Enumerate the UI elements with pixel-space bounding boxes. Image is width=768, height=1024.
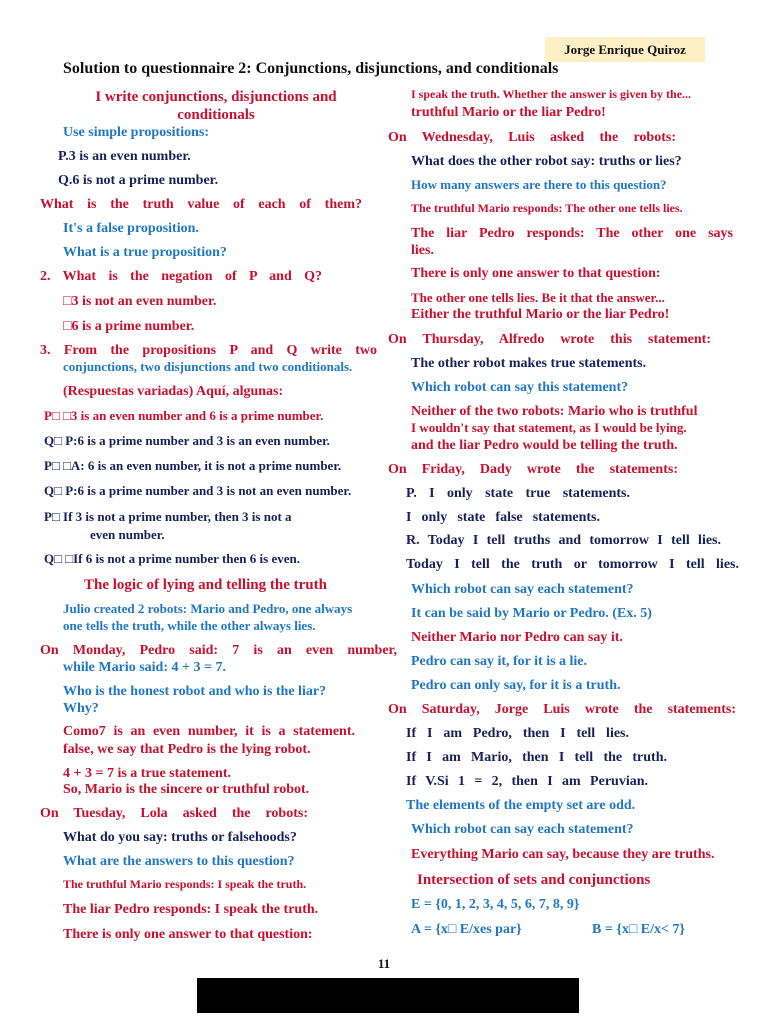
text-line: On Friday, Dady wrote the statements: — [388, 462, 678, 477]
answer-line: Q□ □If 6 is not a prime number then 6 is even. — [44, 551, 300, 566]
text-line: What do you say: truths or falsehoods? — [63, 830, 297, 845]
answer-line: Neither Mario nor Pedro can say it. — [411, 630, 623, 645]
text-line: On Thursday, Alfredo wrote this statement: — [388, 332, 711, 347]
answer-line-cont: even number. — [90, 527, 165, 542]
question-line: Who is the honest robot and who is the liar? — [63, 684, 327, 699]
question-line: 3. From the propositions P and Q write two — [40, 343, 377, 358]
answer-line: P□ □3 is an even number and 6 is a prime number. — [44, 408, 324, 423]
answer-line: P□ □A: 6 is an even number, it is not a prime number. — [44, 458, 342, 473]
statement-line: The elements of the empty set are odd. — [406, 798, 636, 813]
question-line: What are the answers to this question? — [63, 854, 295, 869]
statement-p: P. I only state true statements. — [406, 486, 630, 501]
answer-line: There is only one answer to that question: — [63, 927, 313, 942]
answer-line: lies. — [411, 243, 434, 258]
answer-line: The other one tells lies. Be it that the answer... — [411, 290, 665, 305]
section-heading-sets: Intersection of sets and conjunctions — [417, 872, 651, 888]
text-line: while Mario said: 4 + 3 = 7. — [63, 660, 226, 675]
answer-line: Como7 is an even number, it is a statement. — [63, 724, 355, 739]
author-label: Jorge Enrique Quiroz — [545, 37, 705, 62]
statement-line: If V.Si 1 = 2, then I am Peruvian. — [406, 774, 648, 789]
answer-line: truthful Mario or the liar Pedro! — [411, 105, 606, 120]
answer-line: 4 + 3 = 7 is a true statement. — [63, 766, 231, 781]
answer-line: The liar Pedro responds: I speak the truth. — [63, 902, 319, 917]
section-heading-conjunctions: I write conjunctions, disjunctions and — [95, 89, 337, 105]
section-heading-logic: The logic of lying and telling the truth — [84, 577, 327, 593]
statement-q: I only state false statements. — [406, 510, 600, 525]
answer-line: There is only one answer to that question: — [411, 266, 661, 281]
answer-line: Neither of the two robots: Mario who is truthful — [411, 404, 698, 419]
question-line: Which robot can say each statement? — [411, 822, 634, 837]
question-line: 2. What is the negation of P and Q? — [40, 269, 322, 284]
answer-line: Either the truthful Mario or the liar Pedro! — [411, 307, 670, 322]
proposition-p: P.3 is an even number. — [58, 149, 191, 164]
text-line: On Tuesday, Lola asked the robots: — [40, 806, 308, 821]
statement-r: R. Today I tell truths and tomorrow I tell lies. — [406, 533, 721, 548]
answer-line: The truthful Mario responds: I speak the truth. — [63, 877, 307, 891]
answer-line: It's a false proposition. — [63, 221, 199, 236]
answer-line: Pedro can only say, for it is a truth. — [411, 678, 621, 693]
page-number: 11 — [377, 956, 391, 971]
set-a: A = {x□ E/xes par} — [411, 922, 522, 937]
text-line: Use simple propositions: — [63, 125, 209, 140]
answer-line: □6 is a prime number. — [63, 319, 195, 334]
answer-line: Q□ P:6 is a prime number and 3 is not an even number. — [44, 483, 352, 498]
statement-line: If I am Mario, then I tell the truth. — [406, 750, 667, 765]
question-line: Which robot can say each statement? — [411, 582, 634, 597]
answer-line: So, Mario is the sincere or truthful robot. — [63, 782, 310, 797]
answer-line: It can be said by Mario or Pedro. (Ex. 5) — [411, 606, 652, 621]
answer-line: P□ If 3 is not a prime number, then 3 is not a — [44, 509, 292, 524]
text-line: one tells the truth, while the other always lies. — [63, 618, 316, 633]
statement-s: Today I tell the truth or tomorrow I tell lies. — [406, 557, 739, 572]
question-line: Why? — [63, 701, 99, 716]
set-e: E = {0, 1, 2, 3, 4, 5, 6, 7, 8, 9} — [411, 897, 580, 912]
question-line-cont: conjunctions, two disjunctions and two conditionals. — [63, 359, 353, 374]
set-b: B = {x□ E/x< 7} — [592, 922, 686, 937]
answer-line: I wouldn't say that statement, as I would be lying. — [411, 420, 687, 435]
answer-line: and the liar Pedro would be telling the truth. — [411, 438, 678, 453]
answer-line: I speak the truth. Whether the answer is given by the... — [411, 87, 692, 101]
page-title: Solution to questionnaire 2: Conjunctions, disjunctions, and conditionals — [63, 60, 559, 77]
text-line: On Wednesday, Luis asked the robots: — [388, 130, 676, 145]
statement-line: If I am Pedro, then I tell lies. — [406, 726, 629, 741]
question-line: What is the truth value of each of them? — [40, 197, 362, 212]
answer-line: false, we say that Pedro is the lying robot. — [63, 742, 311, 757]
question-line: How many answers are there to this question? — [411, 177, 667, 192]
answer-line: (Respuestas variadas) Aquí, algunas: — [63, 384, 284, 399]
text-line: The other robot makes true statements. — [411, 356, 647, 371]
answer-line: The liar Pedro responds: The other one says — [411, 226, 733, 241]
text-line: Julio created 2 robots: Mario and Pedro, one always — [63, 601, 353, 616]
text-line: On Saturday, Jorge Luis wrote the statements: — [388, 702, 736, 717]
answer-line: The truthful Mario responds: The other one tells lies. — [411, 201, 683, 215]
proposition-q: Q.6 is not a prime number. — [58, 173, 219, 188]
answer-line: Q□ P:6 is a prime number and 3 is an even number. — [44, 433, 330, 448]
answer-line: Everything Mario can say, because they are truths. — [411, 847, 715, 862]
answer-line: What is a true proposition? — [63, 245, 227, 260]
text-line: On Monday, Pedro said: 7 is an even number, — [40, 643, 397, 658]
answer-line: Pedro can say it, for it is a lie. — [411, 654, 588, 669]
answer-line: □3 is not an even number. — [63, 294, 217, 309]
question-line: Which robot can say this statement? — [411, 380, 629, 395]
section-heading-conjunctions-2: conditionals — [177, 107, 255, 123]
text-line: What does the other robot say: truths or lies? — [411, 154, 682, 169]
footer-bar — [197, 978, 579, 1013]
